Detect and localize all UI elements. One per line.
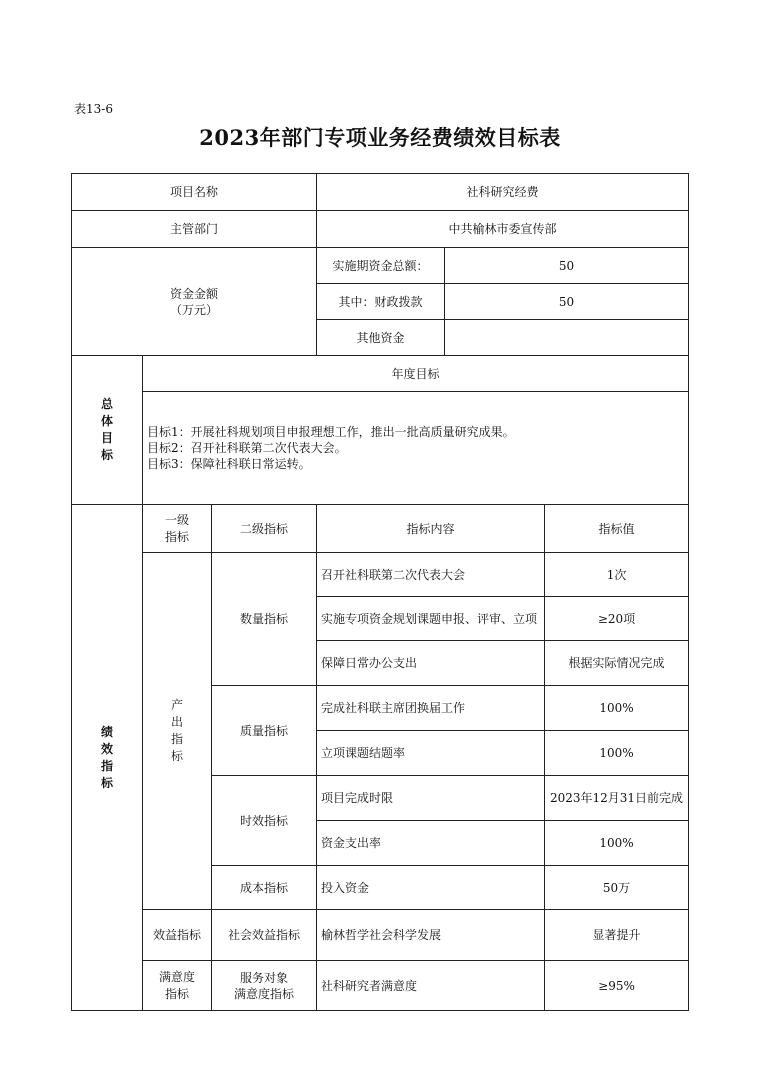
indicator-value: 根据实际情况完成 bbox=[545, 641, 689, 686]
annual-goals-row bbox=[72, 392, 689, 505]
indicator-value: 2023年12月31日前完成 bbox=[545, 776, 689, 821]
indicator-content: 资金支出率 bbox=[317, 821, 545, 866]
department-label: 主管部门 bbox=[72, 211, 317, 248]
header-content: 指标内容 bbox=[317, 505, 545, 553]
header-value: 指标值 bbox=[545, 505, 689, 553]
indicator-value: 显著提升 bbox=[545, 910, 689, 961]
indicator-value: 50万 bbox=[545, 866, 689, 910]
timeliness-indicator-label: 时效指标 bbox=[212, 776, 317, 866]
funds-label-line1: 资金金额 bbox=[170, 286, 219, 301]
satisfaction-indicator-label: 满意度指标 bbox=[143, 961, 212, 1011]
service-label-line1: 服务对象 bbox=[240, 970, 289, 985]
header-level2: 二级指标 bbox=[212, 505, 317, 553]
indicator-header-row bbox=[72, 505, 689, 553]
table-row bbox=[72, 961, 689, 1011]
output-indicator-label: 产出指标 bbox=[143, 553, 212, 910]
funds-total-row bbox=[72, 248, 689, 284]
funds-label bbox=[72, 248, 317, 356]
annual-target-label: 年度目标 bbox=[143, 356, 689, 392]
department-value: 中共榆林市委宣传部 bbox=[317, 211, 689, 248]
funds-total-value: 50 bbox=[445, 248, 689, 284]
goal-1: 目标1：开展社科规划项目申报理想工作，推出一批高质量研究成果。 bbox=[147, 425, 515, 439]
indicator-content: 保障日常办公支出 bbox=[317, 641, 545, 686]
funds-label-line2: （万元） bbox=[170, 302, 219, 317]
table-row bbox=[72, 553, 689, 597]
indicator-content: 榆林哲学社会科学发展 bbox=[317, 910, 545, 961]
indicator-value: ≥20项 bbox=[545, 597, 689, 641]
indicator-value: ≥95% bbox=[545, 961, 689, 1011]
service-satisfaction-indicator-label bbox=[212, 961, 317, 1011]
indicator-content: 立项课题结题率 bbox=[317, 731, 545, 776]
cost-indicator-label: 成本指标 bbox=[212, 866, 317, 910]
table-row bbox=[72, 910, 689, 961]
department-row bbox=[72, 211, 689, 248]
indicator-value: 100% bbox=[545, 731, 689, 776]
indicator-content: 实施专项资金规划课题申报、评审、立项 bbox=[317, 597, 545, 641]
table-number: 表13-6 bbox=[74, 102, 113, 116]
funds-other-label: 其他资金 bbox=[317, 320, 445, 356]
indicator-content: 完成社科联主席团换届工作 bbox=[317, 686, 545, 731]
indicator-value: 1次 bbox=[545, 553, 689, 597]
project-name-label: 项目名称 bbox=[72, 174, 317, 211]
performance-target-table bbox=[71, 173, 689, 1011]
funds-fiscal-value: 50 bbox=[445, 284, 689, 320]
social-benefit-indicator-label: 社会效益指标 bbox=[212, 910, 317, 961]
project-name-row bbox=[72, 174, 689, 211]
header-level1: 一级指标 bbox=[143, 505, 212, 553]
funds-total-label: 实施期资金总额： bbox=[317, 248, 445, 284]
goal-3: 目标3：保障社科联日常运转。 bbox=[147, 457, 311, 471]
benefit-indicator-label: 效益指标 bbox=[143, 910, 212, 961]
annual-target-header-row bbox=[72, 356, 689, 392]
goal-2: 目标2：召开社科联第二次代表大会。 bbox=[147, 441, 347, 455]
indicator-content: 投入资金 bbox=[317, 866, 545, 910]
project-name-value: 社科研究经费 bbox=[317, 174, 689, 211]
service-label-line2: 满意度指标 bbox=[234, 986, 295, 1001]
funds-fiscal-label: 其中：财政拨款 bbox=[317, 284, 445, 320]
indicator-content: 项目完成时限 bbox=[317, 776, 545, 821]
quantity-indicator-label: 数量指标 bbox=[212, 553, 317, 686]
annual-goals bbox=[143, 392, 689, 505]
funds-other-value bbox=[445, 320, 689, 356]
indicator-value: 100% bbox=[545, 686, 689, 731]
performance-side-label: 绩效指标 bbox=[72, 505, 143, 1011]
indicator-content: 社科研究者满意度 bbox=[317, 961, 545, 1011]
quality-indicator-label: 质量指标 bbox=[212, 686, 317, 776]
indicator-content: 召开社科联第二次代表大会 bbox=[317, 553, 545, 597]
document-title: 2023年部门专项业务经费绩效目标表 bbox=[199, 125, 561, 150]
overall-goal-side-label: 总体目标 bbox=[72, 356, 143, 505]
indicator-value: 100% bbox=[545, 821, 689, 866]
